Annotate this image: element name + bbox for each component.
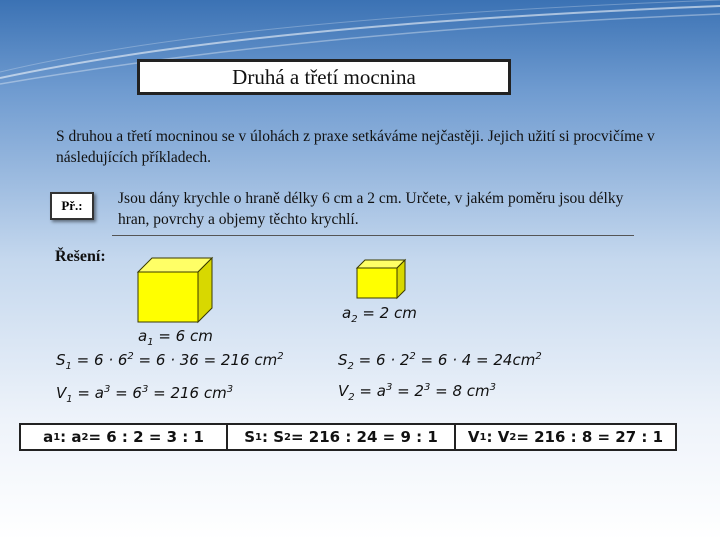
small-cube-illustration <box>355 258 407 300</box>
task-text: Jsou dány krychle o hraně délky 6 cm a 2 cm. Určete, v jakém poměru jsou délky hran, povrchy a objemy těchto krychlí. <box>118 190 624 228</box>
intro-text: S druhou a třetí mocninou se v úlohách z praxe setkáváme nejčastěji. Jejich užití si procvičíme v následujících příkladech. <box>56 128 655 166</box>
cube1-volume-formula: $V_1 = a^3 = 6^3 = 216$ $cm^3$ <box>56 384 234 405</box>
cube1-surface-formula: $S_1 = 6 \cdot 6^2 = 6 \cdot 36 = 216$ $cm^2$ <box>56 351 284 372</box>
surface-ratio: S 1 : S 2 = 216 : 24 = 9 : 1 <box>226 425 454 449</box>
edge-ratio: a 1 : a 2 = 6 : 2 = 3 : 1 <box>43 428 204 446</box>
cube2-surface-formula: $S_2 = 6 \cdot 2^2 = 6 \cdot 4 = 24cm^2$ <box>338 351 542 372</box>
task-underline <box>112 235 634 236</box>
large-cube-front <box>138 272 198 322</box>
cube2-edge-formula: $a_2 = 2$ cm <box>342 304 417 325</box>
example-label-box: Př.: <box>50 192 94 220</box>
slide-title: Druhá a třetí mocnina <box>137 59 511 95</box>
cube1-edge-formula: $a_1 = 6$ cm <box>138 327 213 348</box>
volume-ratio: V 1 : V 2 = 216 : 8 = 27 : 1 <box>454 425 675 449</box>
ratio-summary-bar <box>19 423 677 451</box>
large-cube-illustration <box>136 256 216 324</box>
small-cube-front <box>357 268 397 298</box>
solution-label: Řešení: <box>55 248 106 265</box>
cube2-volume-formula: $V_2 = a^3 = 2^3 = 8$ $cm^3$ <box>338 382 496 403</box>
